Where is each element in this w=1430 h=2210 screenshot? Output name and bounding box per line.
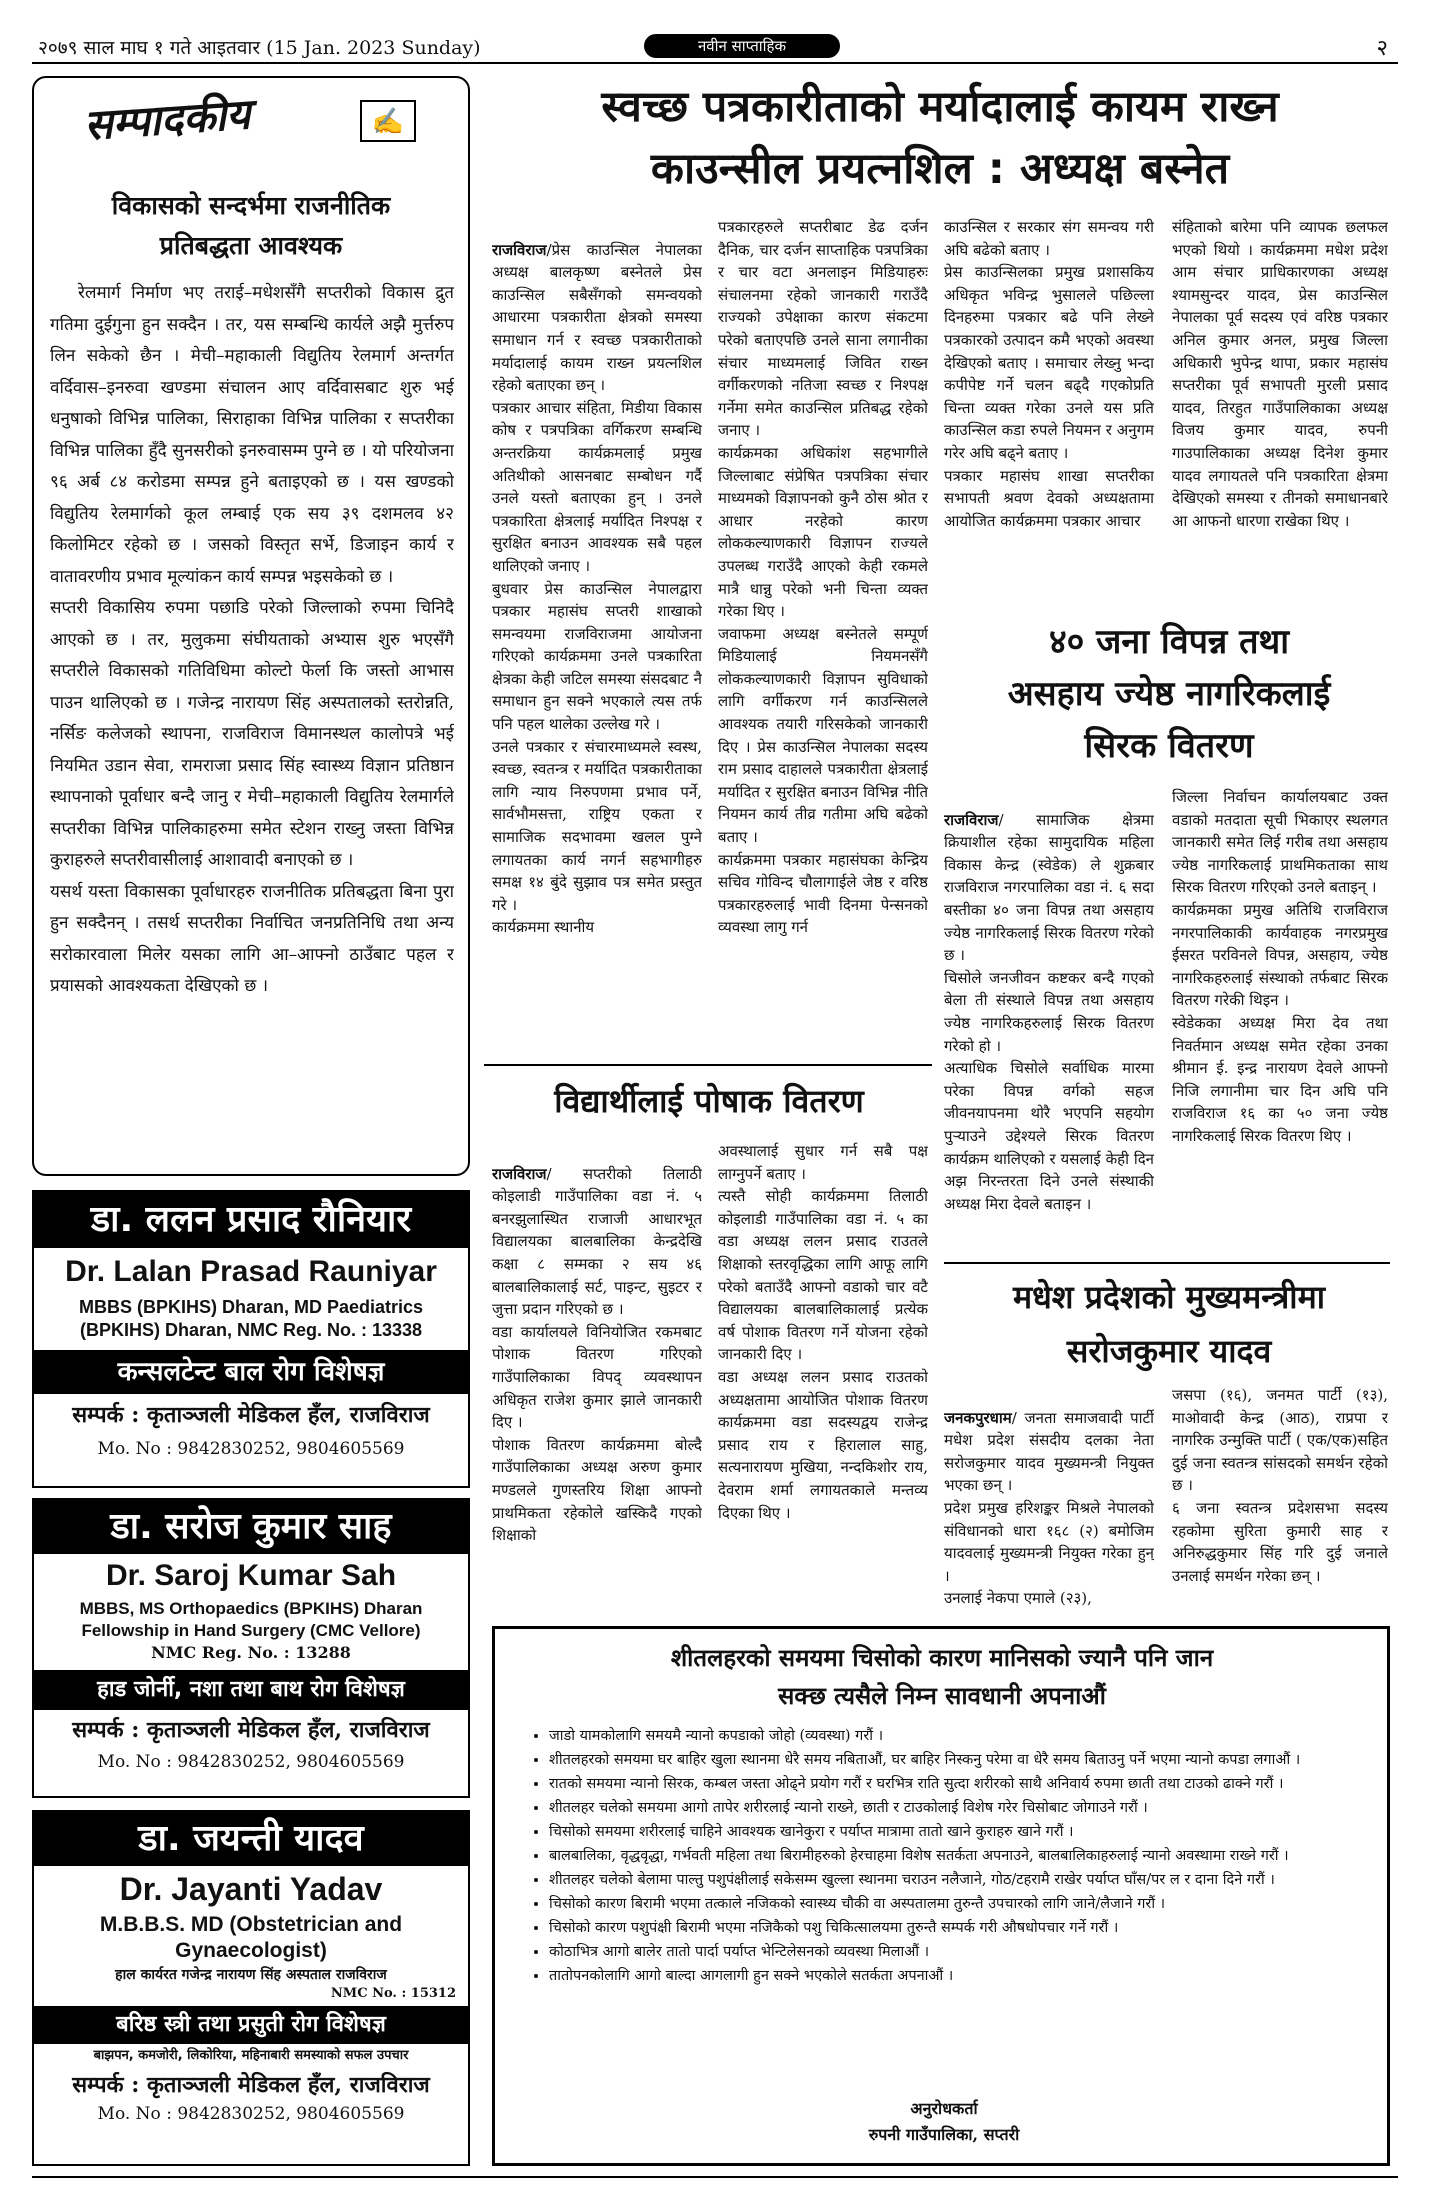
notice-tips-list [507,1725,1409,1989]
uniform-col2: अवस्थालाई सुधार गर्न सबै पक्ष लाग्नुपर्ने बताए । त्यस्तै सोही कार्यक्रममा तिलाठी कोइलाडी गाउँपालिका वडा नं. ५ का वडा अध्यक्ष ललन प्रसाद राउतले शिक्षाको स्तरवृद्धिका लागि आफू लागि परेको बताउँदै आफ्नो वडाको चार वटै विद्यालयका बालबालिकालाई प्रत्येक वर्ष पोशाक वितरण गर्ने योजना रहेको जानकारी दिए । वडा अध्यक्ष ललन प्रसाद राउतको अध्यक्षतामा आयोजित पोशाक वितरण कार्यक्रममा वडा सदस्यद्वय राजेन्द्र प्रसाद राय र हिरालाल साहु, सत्यनारायण मुखिया, नन्दकिशोर राय, देवराम शर्मा लगायतकाले मन्तव्य दिएका थिए । [718,1142,928,1522]
notice-tip-item: • चिसोको कारण पशुपंक्षी बिरामी भएमा नजिकैको पशु चिकित्सालयमा तुरुन्तै सम्पर्क गरी औषधोपचार गर्ने गरौं । [549,1917,1409,1939]
ad-dr-jayanti [32,1810,470,2166]
blanket-col2: जिल्ला निर्वाचन कार्यालयबाट उक्त वडाको मतदाता सूची भिकाएर स्थलगत जानकारी समेत लिई गरीब तथा असहाय ज्येष्ठ नागरिकलाई प्राथमिकताका साथ सिरक वितरण गरिएको उनले बताइन् । कार्यक्रमका प्रमुख अतिथि राजविराज नगरपालिकाकी कार्यवाहक नगरप्रमुख ईसरत परविनले विपन्न, असहाय, ज्येष्ठ नागरिकहरुलाई संस्थाको तर्फबाट सिरक वितरण गरेकी थिइन । स्वेडेकका अध्यक्ष मिरा देव तथा निवर्तमान अध्यक्ष समेत रहेका उनका श्रीमान ई. इन्द्र नारायण देवले आफ्नो निजि लगानीमा चार दिन अघि पनि राजविराज १६ का ५० जना ज्येष्ठ नागरिकलाई सिरक वितरण थिए । [1172,788,1388,1145]
notice-sign-org: रुपनी गाउँपालिका, सप्तरी [868,2125,1020,2144]
cm-headline-line1: मधेश प्रदेशको मुख्यमन्त्रीमा [1012,1278,1325,1316]
editorial-label: सम्पादकीय [82,89,252,150]
notice-title-line2: सक्छ त्यसैले निम्न सावधानी अपनाऔं [778,1682,1106,1710]
footer-rule [32,2176,1398,2178]
ad3-qual1: M.B.B.S. MD (Obstetrician and [99,1913,403,1936]
main-story-col2: पत्रकारहरुले सप्तरीबाट डेढ दर्जन दैनिक, चार दर्जन साप्ताहिक पत्रपत्रिका र चार वटा अनलाइन मिडियाहरुः संचालनमा रहेको जानकारी गराउँदै राज्यको उपेक्षाका कारण संकटमा परेको बताएपछि उनले साना लगानीका संचार माध्यमलाई जिवित राख्न वर्गीकरणको नतिजा स्वच्छ र निश्पक्ष गर्नेमा समेत काउन्सिल प्रतिबद्ध रहेको जनाए । कार्यक्रमका अधिकांश सहभागीले जिल्लाबाट संप्रेषित पत्रपत्रिका संचार माध्यमको विज्ञापनको कुनै ठोस श्रोत र आधार नरहेको कारण लोककल्याणकारी विज्ञापन राज्यले उपलब्ध गराउँदै आएको केही रकमले मात्रै धान्नु परेको भनी चिन्ता व्यक्त गरेका थिए । जवाफमा अध्यक्ष बस्नेतले सम्पूर्ण मिडियालाई नियमनसँगै लोककल्याणकारी विज्ञापन सुविधाको लागि वर्गीकरण गर्न काउन्सिलले आवश्यक तयारी गरिसकेको जानकारी दिए । प्रेस काउन्सिल नेपालका सदस्य राम प्रसाद दाहालले पत्रकारीता क्षेत्रलाई मर्यादित र सुरक्षित बनाउन विभिन्न नीति नियमन कार्य तीव्र गतीमा अघि बढेको बताए । कार्यक्रममा पत्रकार महासंघका केन्द्रिय सचिव गोविन्द चौलागाईले जेष्ठ र वरिष्ठ पत्रकारहरुलाई भावी दिनमा पेन्सनको व्यवस्था लागु गर्न [718,218,928,937]
ad2-name-en: Dr. Saroj Kumar Sah [105,1559,397,1592]
ad1-name-en: Dr. Lalan Prasad Rauniyar [65,1255,437,1288]
editorial-title-line1: विकासको सन्दर्भमा राजनीतिक [111,191,391,220]
ad1-phone: Mo. No : 9842830252, 9804605569 [97,1439,405,1459]
cm-col2: जसपा (१६), जनमत पार्टी (१३), माओवादी केन्द्र (आठ), राप्रपा र नागरिक उन्मुक्ति पार्टी ( एक/एक)सहित दुई जना स्वतन्त्र सांसदको समर्थन रहेको छ । ६ जना स्वतन्त्र प्रदेशसभा सदस्य रहकोमा सुरिता कुमारी साह र अनिरुद्धकुमार सिंह गरि दुई जनाले उनलाई समर्थन गरेका छन् । [1172,1386,1388,1585]
notice-tip-item: • शीतलहर चलेको समयमा आगो तापेर शरीरलाई न्यानो राख्ने, छाती र टाउकोलाई विशेष गरेर चिसोबाट जोगाउने गरौं । [549,1797,1409,1819]
ad3-services: बाझपन, कमजोरी, लिकोरिया, महिनाबारी समस्याको सफल उपचार [93,2048,409,2063]
blanket-headline-line1: ४० जना विपन्न तथा [1048,622,1290,662]
notice-tip-item: • रातको समयमा न्यानो सिरक, कम्बल जस्ता ओढ्ने प्रयोग गरौं र घरभित्र राति सुत्दा शरीरको साथै अनिवार्य रुपमा छाती तथा टाउको ढाक्ने गरौं । [549,1773,1409,1795]
ad1-contact: सम्पर्क : कृताञ्जली मेडिकल हँल, राजविराज [72,1402,430,1428]
blanket-col1-text: / सामाजिक क्षेत्रमा क्रियाशील रहेका सामुदायिक महिला विकास केन्द्र (स्वेडेक) ले शुक्रबार राजविराज नगरपालिका वडा नं. ६ सदा बस्तीका ४० जना विपन्न तथा असहाय ज्येष्ठ नागरिकलाई सिरक वितरण गरेको छ । चिसोले जनजीवन कष्टकर बन्दै गएको बेला ती संस्थाले विपन्न तथा असहाय ज्येष्ठ नागरिकहरुलाई सिरक वितरण गरेको हो । अत्याधिक चिसोले सर्वाधिक मारमा परेका विपन्न वर्गको सहज जीवनयापनमा थोरै भएपनि सहयोग पुऱ्याउने उद्देश्यले सिरक वितरण कार्यक्रम थालिएको र यसलाई केही दिन अझ निरन्तरता दिने उनले संस्थाकी अध्यक्ष मिरा देवले बताइन । [944,810,1154,1213]
main-headline-line2: काउन्सील प्रयत्नशिल : अध्यक्ष बस्नेत [650,144,1230,194]
uniform-col1-text: / सप्तरीको तिलाठी कोइलाडी गाउँपालिका वडा नं. ५ बनरझुलास्थित राजाजी आधारभूत विद्यालयका बालबालिका केन्द्रदेखि कक्षा ८ सम्मका २ सय ४६ बालबालिकालाई सर्ट, पाइन्ट, सुइटर र जुत्ता प्रदान गरिएको छ । वडा कार्यालयले विनियोजित रकमबाट पोशाक वितरण गरिएको गाउँपालिकाका विपद् व्यवस्थापन अधिकृत राजेश कुमार झाले जानकारी दिए । पोशाक वितरण कार्यक्रममा बोल्दै गाउँपालिकाका अध्यक्ष अरुण कुमार मण्डलले गुणस्तरिय शिक्षा आफ्नो प्राथमिकता रहेकोले खस्किदै गएको शिक्षाको [492,1164,702,1545]
cold-wave-notice [492,1626,1390,2166]
page-number: २ [1376,36,1388,61]
cm-col1 [944,1384,1154,1610]
main-story-col3: काउन्सिल र सरकार संग समन्वय गरी अघि बढेको बताए । प्रेस काउन्सिलका प्रमुख प्रशासकिय अधिकृत भविन्द्र भुसालले पछिल्ला दिनहरुमा पत्रकार बढे पनि लेख्ने पत्रकारको उत्पादन कमै भएको अवस्था देखिएको बताए । समाचार लेख्नु भन्दा कपीपेष्ट गर्ने चलन बढ्दै गएकोप्रति चिन्ता व्यक्त गरेका उनले यस प्रति काउन्सिल कडा रुपले नियमन र अनुगम गरेर अघि बढ्ने बताए । पत्रकार महासंघ शाखा सप्तरीका सभापती श्रवण देवको अध्यक्षतामा आयोजित कार्यक्रममा पत्रकार आचार [944,218,1154,530]
editorial-body: रेलमार्ग निर्माण भए तराई–मधेशसँगै सप्तरीको विकास द्रुत गतिमा दुईगुना हुन सक्दैन । तर, यस सम्बन्धि कार्यले अझै मुर्त्तरुप लिन सकेको छैन । मेची–महाकाली विद्युतिय रेलमार्ग अन्तर्गत वर्दिवास–इनरुवा खण्डमा संचालन आए वर्दिवासबाट शुरु भई धनुषाको विभिन्न पालिका, सिराहाका विभिन्न पालिका र सप्तरीका विभिन्न पालिका हुँदै सुनसरीको इनरुवासम्म पुग्ने छ । यो परियोजना ९६ अर्ब ८४ करोडमा सम्पन्न हुने बताइएको छ । यस खण्डको विद्युतिय रेलमार्गको कूल लम्बाई एक सय ३९ दशमलव ४२ किलोमिटर रहेको छ । जसको विस्तृत सर्भे, डिजाइन कार्य र वातावरणीय प्रभाव मूल्यांकन कार्य सम्पन्न भइसकेको छ । सप्तरी विकासिय रुपमा पछाडि परेको जिल्लाको रुपमा चिनिदै आएको छ । तर, मुलुकमा संघीयताको अभ्यास शुरु भएसँगै सप्तरीले विकासको गतिविधिमा कोल्टो फेर्ला कि जस्तो आभास पाउन थालिएको छ । गजेन्द्र नारायण सिंह अस्पतालको स्तरोन्नति, नर्सिङ कलेजको स्थापना, राजविराज विमानस्थल कालोपत्रे भई नियमित उडान सेवा, रामराजा प्रसाद सिंह स्वास्थ्य विज्ञान प्रतिष्ठान स्थापनाको पूर्वाधार बन्दै जानु र मेची–महाकाली विद्युतिय रेलमार्गले सप्तरीका विभिन्न पालिकाहरुमा समेत स्टेशन राख्नु जस्ता विभिन्न कुराहरुले सप्तरीवासीलाई आशावादी बनाएको छ । यसर्थ यस्ता विकासका पूर्वाधारहरु राजनीतिक प्रतिबद्धता बिना पुरा हुन सक्दैनन् । तसर्थ सप्तरीका निर्वाचित जनप्रतिनिधि तथा अन्य सरोकारवाला मिलेर यसका लागि आ–आफ्नो ठाउँबाट पहल र प्रयासको आवश्यकता देखिएको छ । [50,283,454,996]
notice-tip-item: • तातोपनकोलागि आगो बाल्दा आगलागी हुन सक्ने भएकोले सतर्कता अपनाऔं । [549,1965,1409,1987]
ad3-name-en: Dr. Jayanti Yadav [119,1871,383,1907]
ad-dr-saroj [32,1498,470,1798]
paper-name-badge: नवीन साप्ताहिक [644,34,840,58]
notice-tip-item: • चिसोको समयमा शरीरलाई चाहिने आवश्यक खानेकुरा र पर्याप्त मात्रामा तातो खाने कुराहरु खाने गरौं । [549,1821,1409,1843]
blanket-headline-line3: सिरक वितरण [1084,726,1254,766]
ad3-reg: NMC No. : 15312 [330,1986,456,2001]
ad2-specialty: हाड जोर्नी, नशा तथा बाथ रोग विशेषज्ञ [34,1670,468,1710]
ad1-specialty: कन्सलटेन्ट बाल रोग विशेषज्ञ [34,1350,468,1394]
pen-icon: ✍ [360,100,416,142]
notice-sign-label: अनुरोधकर्ता [910,2099,978,2118]
ad3-current: हाल कार्यरत गजेन्द्र नारायण सिंह अस्पताल राजविराज [115,1967,387,1983]
main-story-col4: संहिताको बारेमा पनि व्यापक छलफल भएको थियो । कार्यक्रममा मधेश प्रदेश आम संचार प्राधिकारणका अध्यक्ष श्यामसुन्दर यादव, प्रेस काउन्सिल नेपालका पूर्व सदस्य एवं वरिष्ठ पत्रकार अनिल कुमार अनल, प्रमुख जिल्ला अधिकारी भुपेन्द्र थापा, प्रकार महासंघ सप्तरीका पूर्व सभापती मुरली प्रसाद यादव, तिरहुत गाउँपालिकाका अध्यक्ष विजय कुमार यादव, रुपनी गाउपालिकाका अध्यक्ष दिनेश कुमार यादव लगायतले पनि पत्रकारिता क्षेत्रमा देखिएको समस्या र तीनको समाधानबारे आ आफनो धारणा राखेका थिए । [1172,218,1388,530]
main-headline [484,76,1396,200]
cm-rule [944,1262,1390,1264]
uniform-col1 [492,1140,702,1610]
uniform-rule [484,1064,932,1066]
ad3-name-ne: डा. जयन्ती यादव [34,1812,468,1866]
cm-headline [944,1270,1394,1378]
ad2-qual1: MBBS, MS Orthopaedics (BPKIHS) Dharan [79,1599,423,1618]
ad3-phone: Mo. No : 9842830252, 9804605569 [97,2104,405,2124]
notice-tip-item: • शीतलहर चलेको बेलामा पाल्तु पशुपंक्षीलाई सकेसम्म खुल्ला स्थानमा चराउन नलैजाने, गोठ/टहरामै राखेर पर्याप्त घाँस/पर ल र दाना दिने गरौं । [549,1869,1409,1891]
notice-title [503,1639,1381,1715]
notice-tip-item: • चिसोको कारण बिरामी भएमा तत्काले नजिकको स्वास्थ्य चौकी वा अस्पतालमा तुरुन्तै उपचारको लागि जाने/लैजाने गरौं । [549,1893,1409,1915]
ad3-contact: सम्पर्क : कृताञ्जली मेडिकल हँल, राजविराज [72,2072,430,2098]
notice-tip-item: • जाडो यामकोलागि समयमै न्यानो कपडाको जोहो (व्यवस्था) गरौं । [549,1725,1409,1747]
ad2-phone: Mo. No : 9842830252, 9804605569 [97,1752,405,1772]
uniform-headline: विद्यार्थीलाई पोषाक वितरण [554,1082,864,1120]
ad1-qual1: MBBS (BPKIHS) Dharan, MD Paediatrics [78,1297,424,1317]
ad2-qual2: Fellowship in Hand Surgery (CMC Vellore) [81,1621,421,1640]
main-headline-line1: स्वच्छ पत्रकारीताको मर्यादालाई कायम राख्न [601,82,1279,132]
ad2-reg: NMC Reg. No. : 13288 [151,1643,351,1662]
issue-date: २०७९ साल माघ १ गते आइतवार (15 Jan. 2023 Sunday) [38,37,481,59]
blanket-headline-line2: असहाय ज्येष्ठ नागरिकलाई [1007,674,1331,714]
cm-col1-text: / जनता समाजवादी पार्टी मधेश प्रदेश संसदीय दलका नेता सरोजकुमार यादव मुख्यमन्त्री नियुक्त भएका छन् । प्रदेश प्रमुख हरिशङ्कर मिश्रले नेपालको संविधानको धारा १६८ (२) बमोजिम यादवलाई मुख्यमन्त्री नियुक्त गरेका हुन् । उनलाई नेकपा एमाले (२३), [944,1408,1154,1608]
cm-headline-line2: सरोजकुमार यादव [1066,1332,1272,1370]
editorial-title [44,186,458,266]
uniform-dateline: राजविराज [492,1164,547,1183]
editorial-box [32,76,470,1176]
main-col1-text: /प्रेस काउन्सिल नेपालका अध्यक्ष बालकृष्ण बस्नेतले प्रेस काउन्सिल सबैसँगको समन्वयको आधारमा पत्रकारीता क्षेत्रको समस्या समाधान गर्न र स्वच्छ पत्रकारीताको मर्यादालाई कायम राख्न प्रयत्नशिल रहेको बताएका छन् । पत्रकार आचार संहिता, मिडीया विकास कोष र पत्रपत्रिका वर्गिकरण सम्बन्धि अन्तरक्रिया कार्यक्रमलाई प्रमुख अतिथीको आसनबाट सम्बोधन गर्दै उनले यस्तो बताएका हुन् । उनले पत्रकारिता क्षेत्रलाई मर्यादित निश्पक्ष र सुरक्षित बनाउन आवश्यक सबै पहल थालिएको जनाए । बुधवार प्रेस काउन्सिल नेपालद्वारा पत्रकार महासंघ सप्तरी शाखाको समन्वयमा राजविराजमा आयोजना गरिएको कार्यक्रममा उनले पत्रकारिता क्षेत्रका केही जटिल समस्या संसदबाट नै समाधान हुन सक्ने भएकाले त्यस तर्फ पनि पहल थालेका उल्लेख गरे । उनले पत्रकार र संचारमाध्यमले स्वस्थ, स्वच्छ, स्वतन्त्र र मर्यादित पत्रकारीताका लागि न्याय निरुपणमा प्रभाव पर्ने, सार्वभौमसत्ता, राष्ट्रिय एकता र सामाजिक सदभावमा खलल पुग्ने लगायतका कार्य नगर्न सहभागीहरु समक्ष १४ बुंदे सुझाव पत्र समेत प्रस्तुत गरे । कार्यक्रममा स्थानीय [492,240,702,937]
ad1-qual2: (BPKIHS) Dharan, NMC Reg. No. : 13338 [79,1320,423,1340]
notice-tip-item: • बालबालिका, वृद्धवृद्धा, गर्भवती महिला तथा बिरामीहरुको हेरचाहमा विशेष सतर्कता अपनाउने, बालबालिकाहरुलाई न्यानो अवस्थामा राख्ने गरौं । [549,1845,1409,1867]
blanket-dateline: राजविराज [944,810,999,829]
notice-tip-item: • शीतलहरको समयमा घर बाहिर खुला स्थानमा धेरै समय नबिताऔं, घर बाहिर निस्कनु परेमा वा धेरै समय बिताउनु पर्ने भएमा न्यानो कपडा लगाऔं । [549,1749,1409,1771]
notice-title-line1: शीतलहरको समयमा चिसोको कारण मानिसको ज्यानै पनि जान [670,1644,1214,1672]
page-header [32,30,1398,64]
cm-dateline: जनकपुरधाम [944,1408,1012,1427]
ad1-name-ne: डा. ललन प्रसाद रौनियार [34,1192,468,1248]
blanket-col1 [944,786,1154,1266]
ad2-contact: सम्पर्क : कृताञ्जली मेडिकल हँल, राजविराज [72,1717,430,1743]
main-story-col1 [492,216,702,1046]
notice-tip-item: • कोठाभित्र आगो बालेर तातो पार्दा पर्याप्त भेन्टिलेसनको व्यवस्था मिलाऔं । [549,1941,1409,1963]
main-dateline: राजविराज [492,240,547,259]
ad3-specialty: बरिष्ठ स्त्री तथा प्रसुती रोग विशेषज्ञ [34,2006,468,2044]
editorial-title-line2: प्रतिबद्धता आवश्यक [159,231,343,260]
ad2-name-ne: डा. सरोज कुमार साह [34,1500,468,1554]
ad-dr-lalan [32,1190,470,1488]
blanket-headline [944,616,1394,772]
ad3-qual2: Gynaecologist) [175,1939,327,1962]
